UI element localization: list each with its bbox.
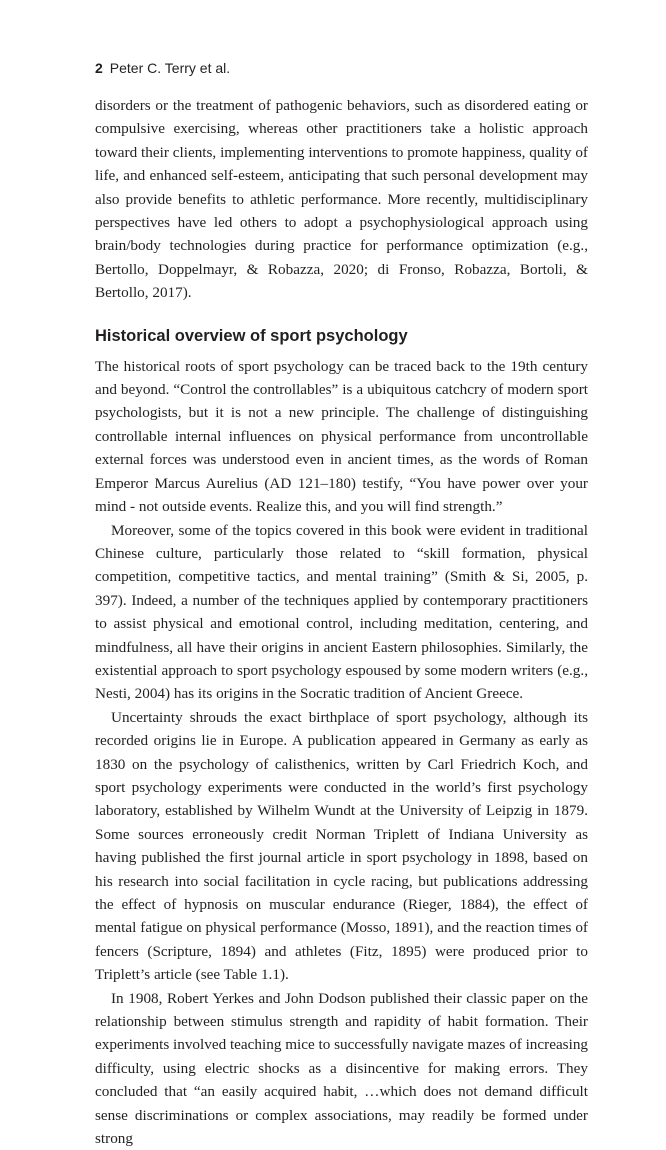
body-paragraph: Moreover, some of the topics covered in this book were evident in traditional Chinese culture, particularly those related to “skill formation, physical competition, competitive tactics, and mental training” (Smith & Si, 2005, p. 397). Indeed, a number of the techniques applied by contemporary practitioners to assist physical and emotional control, including meditation, centering, and mindfulness, all have their origins in ancient Eastern philosophies. Similarly, the existential approach to sport psychology espoused by some modern writers (e.g., Nesti, 2004) has its origins in the Socratic tradition of Ancient Greece.	[95, 521, 588, 703]
body-paragraph: In 1908, Robert Yerkes and John Dodson published their classic paper on the relationship between stimulus strength and rapidity of habit formation. Their experiments involved teaching mice to successfully navigate mazes of increasing difficulty, using electric shocks as a disincentive for making errors. They concluded that “an easily acquired habit, …which does not demand difficult sense discriminations or complex associations, may readily be formed under strong	[95, 989, 589, 1148]
page-body	[95, 94, 588, 1150]
running-head-authors: Peter C. Terry et al.	[109, 60, 231, 76]
page-number: 2	[95, 60, 103, 76]
body-paragraph: The historical roots of sport psychology can be traced back to the 19th century and beyond. “Control the controllables” is a ubiquitous catchcry of modern sport psychologists, but it is not a new principle. The challenge of distinguishing controllable internal influences on physical performance from uncontrollable external forces was understood even in ancient times, as the words of Roman Emperor Marcus Aurelius (AD 121–180) testify, “You have power over your mind - not outside events. Realize this, and you will find strength.”	[95, 357, 588, 516]
section-heading: Historical overview of sport psychology	[95, 326, 408, 345]
intro-paragraph: disorders or the treatment of pathogenic behaviors, such as disordered eating or compulsive exercising, whereas other practitioners take a holistic approach toward their clients, implementing interventions to promote happiness, quality of life, and enhanced self-esteem, anticipating that such personal development may also provide benefits to athletic performance. More recently, multidisciplinary perspectives have led others to adopt a psychophysiological approach using brain/body technologies during practice for performance optimization (e.g., Bertollo, Doppelmayr, & Robazza, 2020; di Fronso, Robazza, Bortoli, & Bertollo, 2017).	[95, 97, 588, 302]
running-head	[95, 59, 230, 77]
body-paragraph: Uncertainty shrouds the exact birthplace of sport psychology, although its recorded origins lie in Europe. A publication appeared in Germany as early as 1830 on the psychology of calisthenics, written by Carl Friedrich Koch, and sport psychology experiments were conducted in the world’s first psychology laboratory, established by Wilhelm Wundt at the University of Leipzig in 1879. Some sources erroneously credit Norman Triplett of Indiana University as having published the first journal article in sport psychology in 1898, based on his research into social facilitation in cycle racing, but publications addressing the effect of hypnosis on muscular endurance (Rieger, 1884), the effect of mental fatigue on physical performance (Mosso, 1891), and the reaction times of fencers (Scripture, 1894) and athletes (Fitz, 1895) were produced prior to Triplett’s article (see Table 1.1).	[95, 708, 588, 984]
